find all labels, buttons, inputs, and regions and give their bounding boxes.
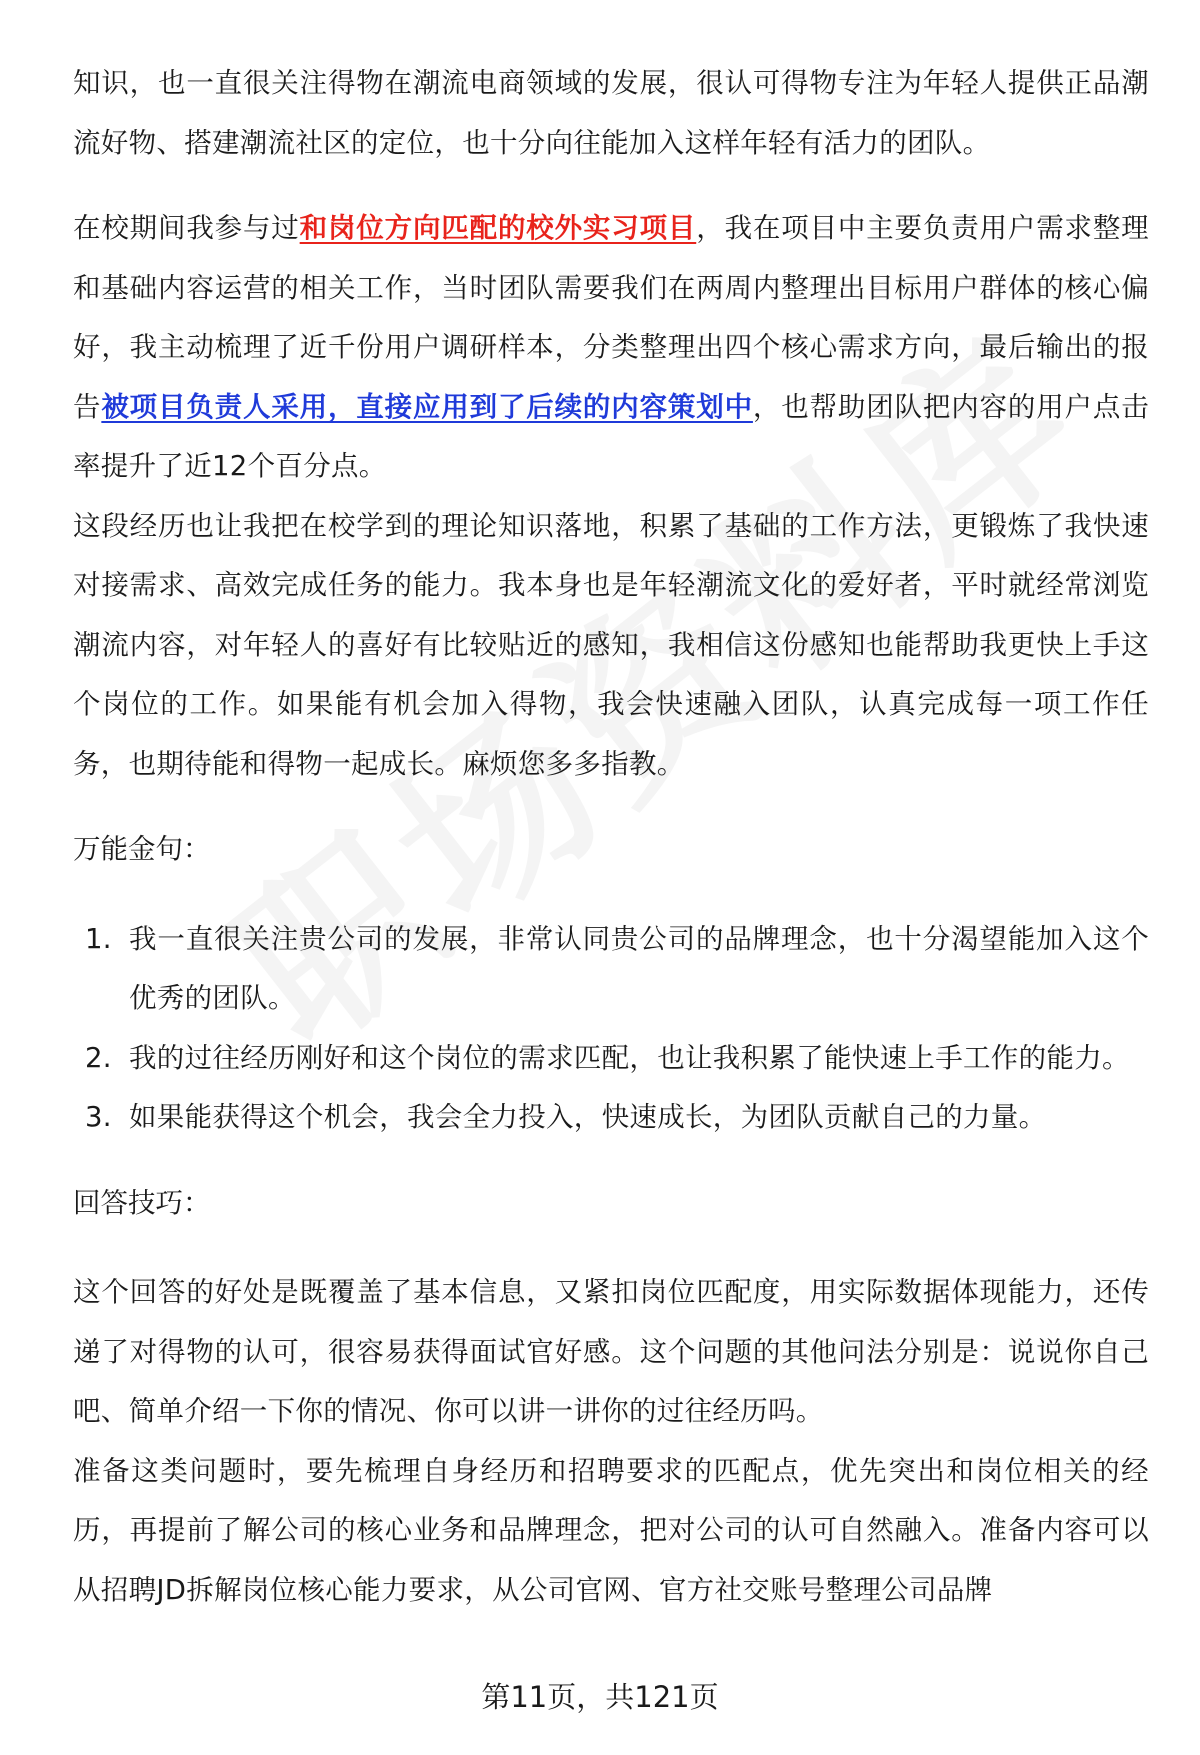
highlight-report-adopted: 被项目负责人采用，直接应用到了后续的内容策划中 xyxy=(101,390,753,423)
spacer xyxy=(73,173,1149,199)
intro-paragraph-continued: 知识，也一直很关注得物在潮流电商领域的发展，很认可得物专注为年轻人提供正品潮流好物、搭建潮流社区的定位，也十分向往能加入这样年轻有活力的团队。 xyxy=(73,67,1149,159)
experience-paragraph xyxy=(73,199,1149,497)
list-item-text: 我的过往经历刚好和这个岗位的需求匹配，也让我积累了能快速上手工作的能力。 xyxy=(129,1041,1130,1074)
list-item xyxy=(73,910,1149,1029)
document-page xyxy=(73,54,1149,1620)
list-item-text: 我一直很关注贵公司的发展，非常认同贵公司的品牌理念，也十分渴望能加入这个优秀的团队。 xyxy=(129,922,1149,1014)
spacer xyxy=(73,880,1149,910)
page-number-footer: 第11页，共121页 xyxy=(481,1680,719,1714)
list-item-text: 如果能获得这个机会，我会全力投入，快速成长，为团队贡献自己的力量。 xyxy=(129,1101,1047,1133)
experience-text-start: 在校期间我参与过 xyxy=(73,212,300,244)
experience-text-end: ，也帮助团队把内容的用户点击率提升了近12个百分点。 xyxy=(73,390,1149,482)
list-item-number: 2. xyxy=(85,1041,112,1074)
spacer xyxy=(73,794,1149,820)
spacer xyxy=(73,1233,1149,1263)
list-item-number: 1. xyxy=(85,922,112,955)
section-heading-answer-tips: 回答技巧： xyxy=(73,1186,211,1219)
spacer xyxy=(73,1148,1149,1174)
golden-sentences-list xyxy=(73,910,1149,1148)
experience-text-middle: ，我在项目中主要负责用户需求整理和基础内容运营的相关工作，当时团队需要我们在两周内整理出目标用户群体的核心偏好，我主动梳理了近千份用户调研样本，分类整理出四个核心需求方向，最后输出的报告 xyxy=(73,212,1149,423)
reflection-paragraph: 这段经历也让我把在校学到的理论知识落地，积累了基础的工作方法，更锻炼了我快速对接需求、高效完成任务的能力。我本身也是年轻潮流文化的爱好者，平时就经常浏览潮流内容，对年轻人的喜好有比较贴近的感知，我相信这份感知也能帮助我更快上手这个岗位的工作。如果能有机会加入得物，我会快速融入团队，认真完成每一项工作任务，也期待能和得物一起成长。麻烦您多多指教。 xyxy=(73,509,1149,780)
list-item xyxy=(73,1029,1149,1089)
highlight-internship-project: 和岗位方向匹配的校外实习项目 xyxy=(299,212,697,244)
section-heading-golden-sentences: 万能金句： xyxy=(73,833,211,865)
list-item xyxy=(73,1088,1149,1148)
list-item-number: 3. xyxy=(85,1101,112,1133)
tips-paragraph: 这个回答的好处是既覆盖了基本信息，又紧扣岗位匹配度，用实际数据体现能力，还传递了对得物的认可，很容易获得面试官好感。这个问题的其他问法分别是：说说你自己吧、简单介绍一下你的情况、你可以讲一讲你的过往经历吗。 xyxy=(73,1276,1149,1427)
preparation-paragraph: 准备这类问题时，要先梳理自身经历和招聘要求的匹配点，优先突出和岗位相关的经历，再提前了解公司的核心业务和品牌理念，把对公司的认可自然融入。准备内容可以从招聘JD拆解岗位核心能力要求，从公司官网、官方社交账号整理公司品牌 xyxy=(73,1454,1149,1606)
